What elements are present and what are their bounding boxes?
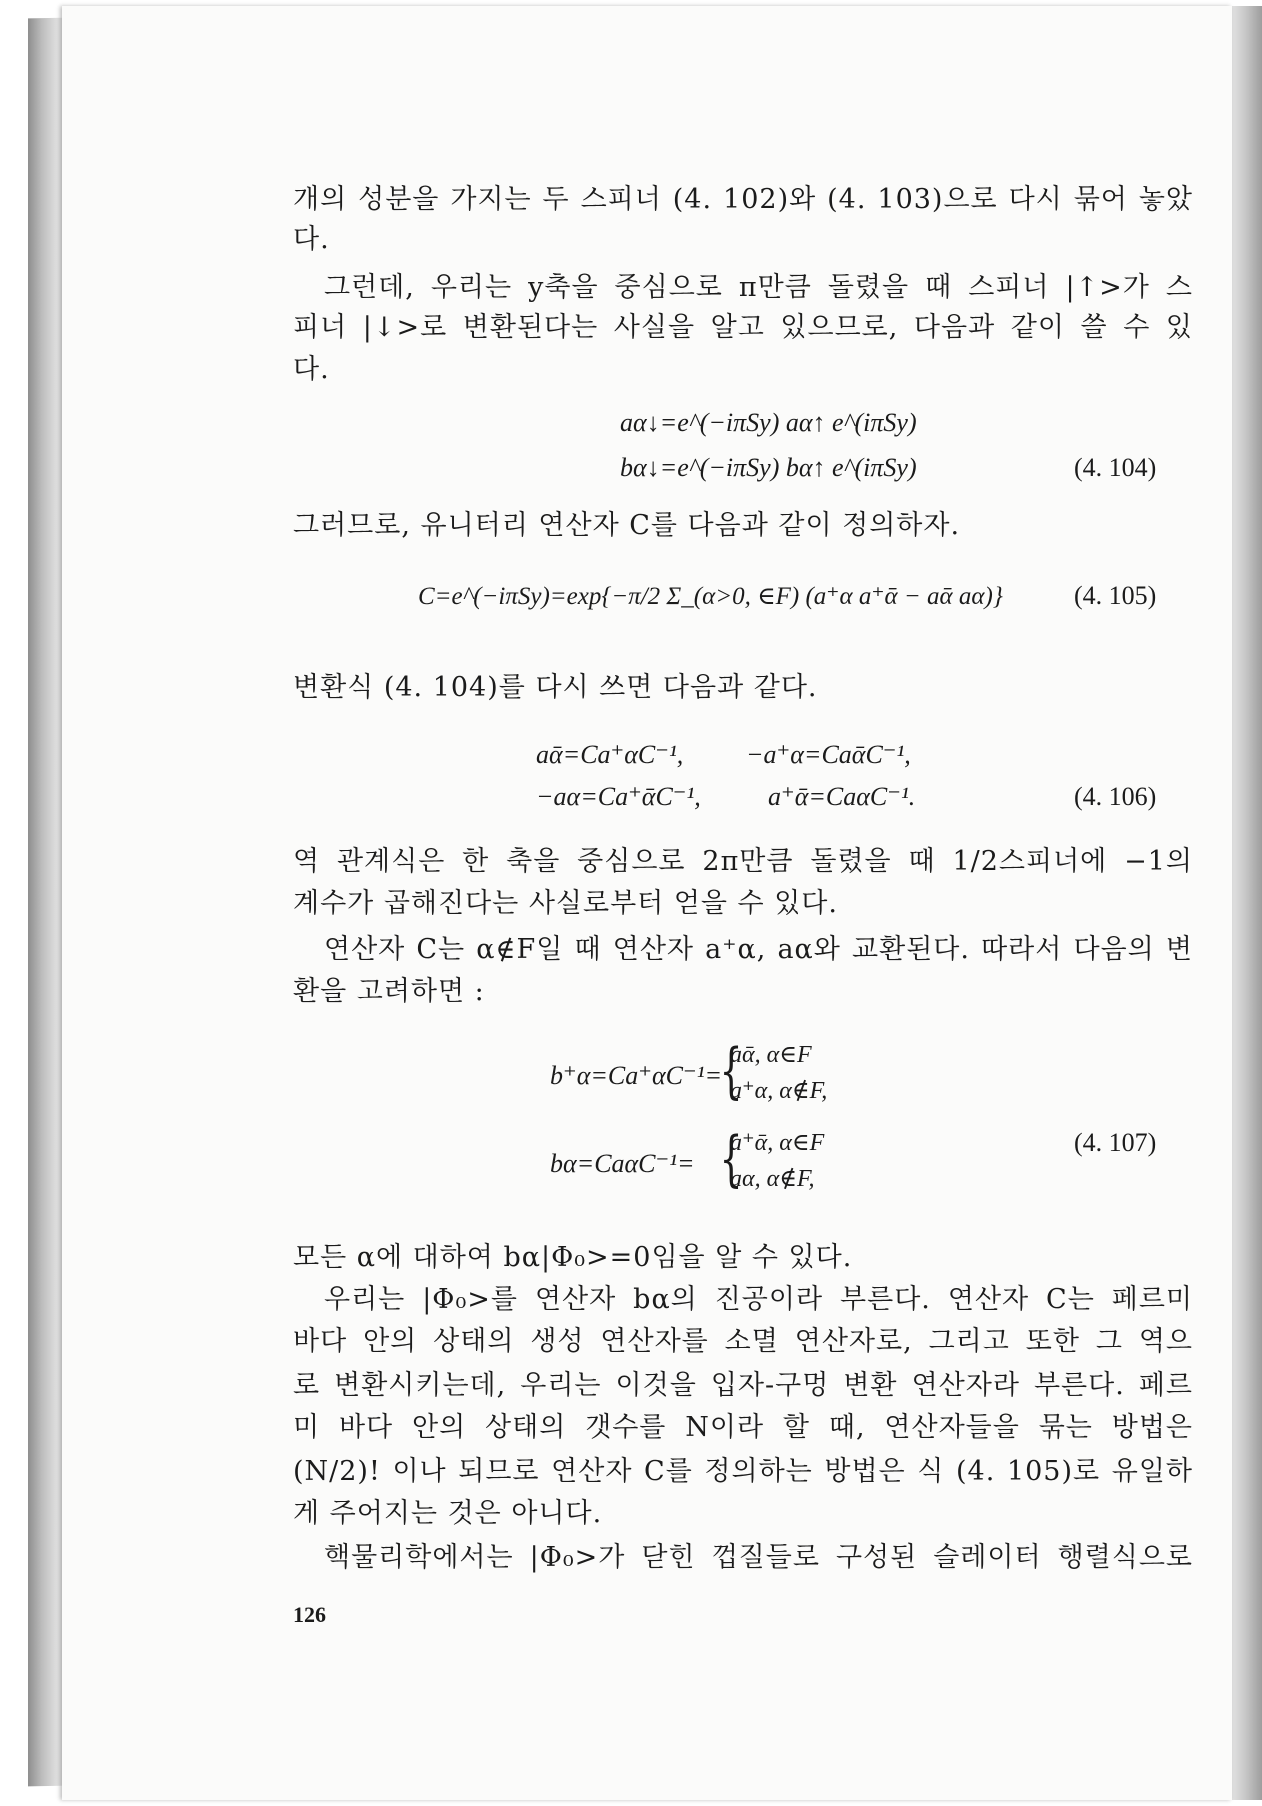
text-line: 그런데, 우리는 y축을 중심으로 π만큼 돌렸을 때 스피너 |↑>가 스	[324, 272, 1193, 303]
equation-4-106-a2: −a⁺α=CaᾱC⁻¹,	[746, 740, 911, 769]
equation-4-106-a1: aᾱ=Ca⁺αC⁻¹,	[536, 740, 684, 769]
text-line: 모든 α에 대하여 bα|Φ₀>=0임을 알 수 있다.	[293, 1242, 853, 1273]
text-line: 그러므로, 유니터리 연산자 C를 다음과 같이 정의하자.	[293, 510, 961, 541]
page-number: 126	[293, 1602, 326, 1627]
equation-number: (4. 106)	[1074, 782, 1157, 811]
equation-4-107-b-case1: a⁺ᾱ, α∈F	[730, 1130, 825, 1156]
text-line: 역 관계식은 한 축을 중심으로 2π만큼 돌렸을 때 1/2스피너에 −1의	[293, 846, 1193, 877]
equation-number: (4. 105)	[1074, 581, 1157, 610]
equation-4-106-b2: a⁺ᾱ=CaαC⁻¹.	[768, 782, 916, 811]
equation-4-106-b1: −aα=Ca⁺ᾱC⁻¹,	[536, 782, 701, 811]
equation-number: (4. 104)	[1074, 453, 1157, 482]
book-page	[62, 6, 1232, 1800]
brace-glyph: {	[719, 1036, 743, 1106]
equation-4-107-a-lhs: b⁺α=Ca⁺αC⁻¹=	[550, 1061, 723, 1090]
text-line: 환을 고려하면 :	[293, 976, 485, 1007]
equation-number: (4. 107)	[1074, 1128, 1157, 1157]
text-line: 다.	[293, 224, 330, 255]
text-line: 핵물리학에서는 |Φ₀>가 닫힌 껍질들로 구성된 슬레이터 행렬식으로	[324, 1542, 1193, 1573]
text-line: 다.	[293, 354, 330, 385]
text-line: 연산자 C는 α∉F일 때 연산자 a⁺α, aα와 교환된다. 따라서 다음의 변	[324, 934, 1193, 965]
equation-4-105: C=e^(−iπSy)=exp{−π/2 Σ_(α>0, ∈F) (a⁺α a⁺ᾱ − aᾱ aα)}	[418, 583, 1003, 610]
equation-4-107-b-case2: aα, α∉F,	[730, 1166, 815, 1192]
text-line: (N/2)! 이나 되므로 연산자 C를 정의하는 방법은 식 (4. 105)로 유일하	[293, 1456, 1193, 1487]
text-line: 계수가 곱해진다는 사실로부터 얻을 수 있다.	[293, 888, 838, 919]
equation-4-104-b: bα↓=e^(−iπSy) bα↑ e^(iπSy)	[620, 453, 917, 482]
text-line: 피너 |↓>로 변환된다는 사실을 알고 있으므로, 다음과 같이 쓸 수 있	[293, 312, 1193, 343]
text-line: 바다 안의 상태의 생성 연산자를 소멸 연산자로, 그리고 또한 그 역으	[293, 1326, 1193, 1357]
equation-4-107-a-case1: aᾱ, α∈F	[730, 1042, 812, 1068]
text-line: 우리는 |Φ₀>를 연산자 bα의 진공이라 부른다. 연산자 C는 페르미	[324, 1284, 1193, 1315]
equation-4-104-a: aα↓=e^(−iπSy) aα↑ e^(iπSy)	[620, 408, 917, 437]
book-page-edges	[1232, 6, 1262, 1800]
text-line: 미 바다 안의 상태의 갯수를 N이라 할 때, 연산자들을 묶는 방법은	[293, 1412, 1193, 1443]
text-line: 로 변환시키는데, 우리는 이것을 입자-구멍 변환 연산자라 부른다. 페르	[293, 1370, 1193, 1401]
text-line: 게 주어지는 것은 아니다.	[293, 1498, 603, 1529]
equation-4-107-b-lhs: bα=CaαC⁻¹=	[550, 1149, 695, 1178]
text-line: 개의 성분을 가지는 두 스피너 (4. 102)와 (4. 103)으로 다시 묶어 놓았	[293, 184, 1193, 215]
brace-glyph: {	[719, 1124, 743, 1194]
text-line: 변환식 (4. 104)를 다시 쓰면 다음과 같다.	[293, 672, 818, 703]
equation-4-107-a-case2: a⁺α, α∉F,	[730, 1078, 828, 1104]
